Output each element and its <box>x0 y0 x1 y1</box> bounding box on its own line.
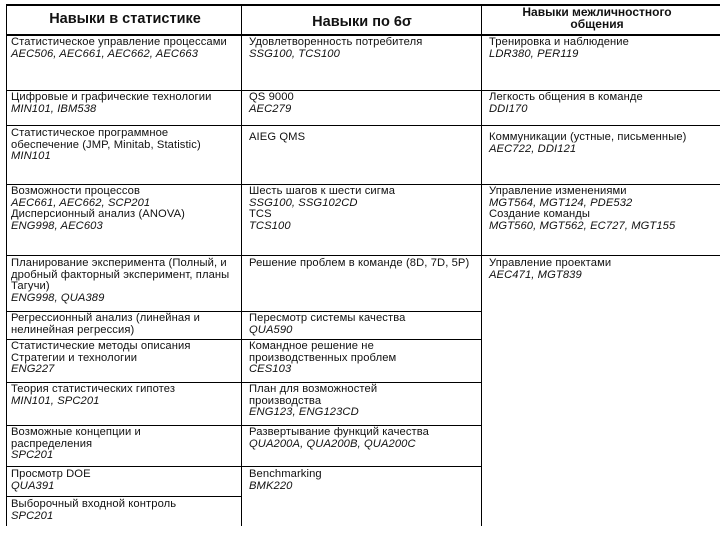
skill-name: Удовлетворенность потребителя <box>249 36 423 48</box>
skill-name: Статистическое управление процессами <box>11 36 227 48</box>
stat-cell <box>11 384 237 407</box>
stat-cell <box>11 341 237 376</box>
skill-name: Возможности процессов <box>11 185 141 197</box>
course-codes: LDR380, PER119 <box>489 47 579 60</box>
skill-name: Тренировка и наблюдение <box>489 36 629 48</box>
course-codes: SPC201 <box>11 449 54 462</box>
skill-name: Шесть шагов к шести сигма <box>249 185 396 197</box>
course-codes: QUA391 <box>11 479 55 492</box>
skills-table <box>6 4 720 526</box>
row-divider <box>7 496 241 497</box>
course-codes: ENG227 <box>11 363 55 376</box>
sixsigma-cell <box>249 384 439 419</box>
column-divider <box>481 6 482 526</box>
row-divider <box>7 255 720 256</box>
header-sixsigma: Навыки по 6σ <box>312 14 412 30</box>
sixsigma-cell <box>249 186 475 232</box>
course-codes: AEC722, DDI121 <box>489 142 577 155</box>
course-codes: ENG123, ENG123CD <box>249 406 359 419</box>
course-codes: TCS100 <box>249 219 291 232</box>
skill-name: Решение проблем в команде (8D, 7D, 5P) <box>249 257 470 269</box>
skill-name: Выборочный входной контроль <box>11 498 177 510</box>
course-codes: SSG100, TCS100 <box>249 47 340 60</box>
course-codes: BMK220 <box>249 479 293 492</box>
skill-name: Пересмотр системы качества <box>249 312 406 324</box>
skill-name: Дисперсионный анализ (ANOVA) <box>11 208 185 221</box>
course-codes: MGT564, MGT124, PDE532 <box>489 196 633 209</box>
course-codes: QUA200A, QUA200B, QUA200C <box>249 437 416 450</box>
interpersonal-cell <box>489 186 715 232</box>
skill-name: Планирование эксперимента (Полный, и дробный факторный эксперимент, планы Тагучи) <box>11 257 230 293</box>
interpersonal-cell <box>489 37 715 60</box>
sixsigma-cell <box>249 469 475 492</box>
header-stat: Навыки в статистике <box>49 11 201 27</box>
skill-name: Статистические методы описания Стратегии и технологии <box>11 340 191 364</box>
skill-name: QS 9000 <box>249 91 294 103</box>
course-codes: AEC506, AEC661, AEC662, AEC663 <box>11 47 199 60</box>
interpersonal-cell <box>489 92 715 115</box>
course-codes: AEC279 <box>249 102 292 115</box>
course-codes: SSG100, SSG102CD <box>249 196 358 209</box>
stat-cell <box>11 313 237 336</box>
skill-name: AIEG QMS <box>249 131 306 143</box>
stat-cell <box>11 469 237 492</box>
stat-cell <box>11 186 237 232</box>
course-codes: AEC471, MGT839 <box>489 268 582 281</box>
stat-cell <box>11 37 237 60</box>
sixsigma-cell <box>249 341 475 376</box>
interpersonal-cell <box>489 132 689 155</box>
stat-cell <box>11 92 221 115</box>
column-divider <box>241 6 242 526</box>
stat-cell <box>11 499 237 522</box>
skill-name: Просмотр DOE <box>11 468 91 480</box>
skill-name: Создание команды <box>489 208 591 221</box>
stat-cell <box>11 128 237 163</box>
stat-cell <box>11 427 211 462</box>
sixsigma-cell <box>249 92 475 115</box>
row-divider <box>7 125 720 126</box>
course-codes: AEC661, AEC662, SCP201 <box>11 196 151 209</box>
course-codes: MIN101, SPC201 <box>11 394 100 407</box>
skill-name: Регрессионный анализ (линейная и нелинейная регрессия) <box>11 312 200 336</box>
skill-name: Легкость общения в команде <box>489 91 643 103</box>
skill-name: Статистическое программное обеспечение (JMP, Minitab, Statistic) <box>11 127 201 151</box>
skill-name: План для возможностей производства <box>249 383 378 407</box>
sixsigma-cell <box>249 313 475 336</box>
skill-name: Теория статистических гипотез <box>11 383 176 395</box>
skill-name: Управление проектами <box>489 257 612 269</box>
header-interpersonal: Навыки межличностного общения <box>522 5 672 31</box>
skill-name: Цифровые и графические технологии <box>11 91 212 103</box>
skill-name: TCS <box>249 208 272 221</box>
course-codes: DDI170 <box>489 102 528 115</box>
sixsigma-cell <box>249 132 475 144</box>
course-codes: MGT560, MGT562, EC727, MGT155 <box>489 219 676 232</box>
course-codes: MIN101 <box>11 150 51 163</box>
course-codes: SPC201 <box>11 509 54 522</box>
skill-name: Управление изменениями <box>489 185 627 197</box>
stat-cell <box>11 258 237 304</box>
interpersonal-cell <box>489 258 715 281</box>
course-codes: ENG998, AEC603 <box>11 219 103 232</box>
course-codes: CES103 <box>249 363 292 376</box>
course-codes: QUA590 <box>249 323 293 336</box>
row-divider <box>7 466 481 467</box>
skill-name: Возможные концепции и распределения <box>11 426 141 450</box>
skill-name: Развертывание функций качества <box>249 426 429 438</box>
skill-name: Benchmarking <box>249 468 322 480</box>
sixsigma-cell <box>249 258 475 270</box>
sixsigma-cell <box>249 427 475 450</box>
course-codes: ENG998, QUA389 <box>11 291 105 304</box>
sixsigma-cell <box>249 37 475 60</box>
skill-name: Командное решение не производственных проблем <box>249 340 397 364</box>
skill-name: Коммуникации (устные, письменные) <box>489 131 687 143</box>
course-codes: MIN101, IBM538 <box>11 102 97 115</box>
